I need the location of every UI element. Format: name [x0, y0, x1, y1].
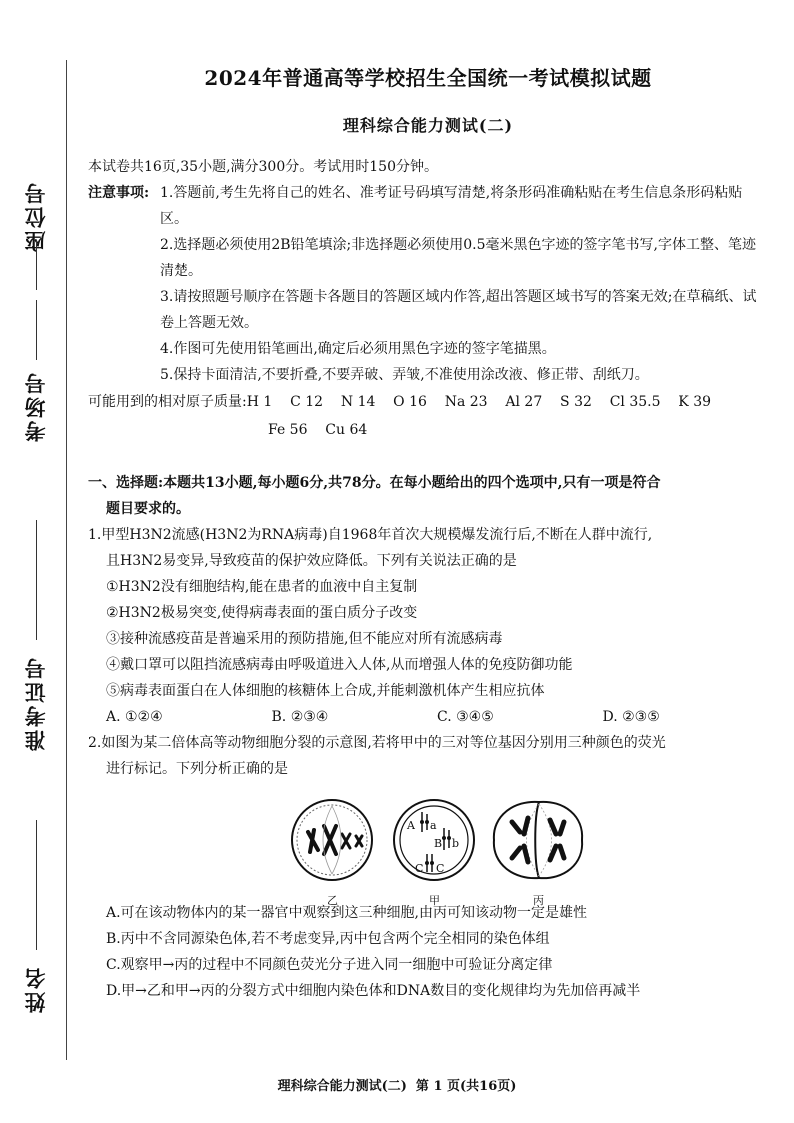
gene-label-a: a: [430, 819, 437, 832]
seat-number-label: 座位号: [24, 180, 48, 252]
question-1-stem-line2: 且H3N2易变异,导致疫苗的保护效应降低。下列有关说法正确的是: [106, 553, 517, 569]
name-rule: [36, 820, 37, 950]
atomic-mass-row2: Fe 56 Cu 64: [268, 422, 368, 438]
exam-subtitle: 理科综合能力测试(二): [342, 116, 514, 135]
main-content: [88, 60, 768, 1004]
question-2-option-c[interactable]: C.观察甲→丙的过程中不同颜色荧光分子进入同一细胞中可验证分离定律: [106, 957, 553, 973]
section-heading-line1: 一、选择题:本题共13小题,每小题6分,共78分。在每小题给出的四个选项中,只有一项是符合: [88, 475, 661, 491]
note-item: 2.选择题必须使用2B铅笔填涂;非选择题必须使用0.5毫米黑色字迹的签字笔书写,字体工整、笔迹清楚。: [160, 237, 756, 279]
exam-room-rule-wrap: [18, 300, 54, 366]
question-2-option-a[interactable]: A.可在该动物体内的某一器官中观察到这三种细胞,由丙可知该动物一定是雄性: [106, 905, 588, 921]
figure-caption-jia: 甲: [429, 894, 440, 907]
question-1-statement: ④戴口罩可以阻挡流感病毒由呼吸道进入人体,从而增强人体的免疫防御功能: [106, 657, 573, 673]
gene-label-b: b: [452, 837, 460, 850]
question-1-choice-a[interactable]: A. ①②④: [106, 709, 163, 725]
cell-division-figure: [284, 792, 584, 907]
name-rule-wrap: [18, 820, 54, 956]
note-item: 5.保持卡面清洁,不要折叠,不要弄破、弄皱,不准使用涂改液、修正带、刮纸刀。: [160, 367, 649, 383]
question-1-choice-c[interactable]: C. ③④⑤: [437, 709, 494, 725]
section-heading: [88, 470, 768, 522]
question-2-option-d[interactable]: D.甲→乙和甲→丙的分裂方式中细胞内染色体和DNA数目的变化规律均为先加倍再减半: [106, 983, 641, 999]
notes-block: [88, 180, 768, 388]
question-1-statement: ③接种流感疫苗是普遍采用的预防措施,但不能应对所有流感病毒: [106, 631, 503, 647]
question-1-choice-d[interactable]: D. ②③⑤: [602, 709, 660, 725]
atomic-mass-label: 可能用到的相对原子质量:: [88, 394, 247, 410]
note-item: 3.请按照题号顺序在答题卡各题目的答题区域内作答,超出答题区域书写的答案无效;在草稿纸、试卷上答题无效。: [160, 289, 757, 331]
figure-caption-yi: 乙: [327, 894, 338, 907]
question-2: [88, 730, 768, 1004]
admission-number-rule-wrap: [18, 520, 54, 646]
gene-label-C-left: C: [415, 862, 424, 875]
question-1-statement: ⑤病毒表面蛋白在人体细胞的核糖体上合成,并能刺激机体产生相应抗体: [106, 683, 545, 699]
note-item: 1.答题前,考生先将自己的姓名、准考证号码填写清楚,将条形码准确粘贴在考生信息条形码粘贴区。: [160, 185, 743, 227]
seat-number-rule-wrap: [18, 240, 54, 296]
question-1-statement: ②H3N2极易突变,使得病毒表面的蛋白质分子改变: [106, 605, 418, 621]
admission-number-rule: [36, 520, 37, 640]
question-2-option-b[interactable]: B.丙中不含同源染色体,若不考虑变异,丙中包含两个完全相同的染色体组: [106, 931, 550, 947]
exam-room-field[interactable]: [18, 370, 54, 442]
question-1-choices: [88, 704, 768, 730]
name-label: 姓名: [24, 965, 48, 1013]
question-1-stem-line1: 1.甲型H3N2流感(H3N2为RNA病毒)自1968年首次大规模爆发流行后,不断在人群中流行,: [88, 527, 653, 543]
atomic-mass-block: [88, 388, 768, 444]
exam-room-rule: [36, 300, 37, 360]
notes-heading: 注意事项:: [88, 185, 150, 201]
question-1: [88, 522, 768, 730]
gene-label-B: B: [434, 837, 443, 850]
section-heading-line2: 题目要求的。: [106, 501, 190, 517]
name-field[interactable]: [18, 965, 54, 1013]
admission-number-label: 准考证号: [24, 655, 48, 751]
binding-line: [66, 60, 67, 1060]
question-2-stem-line1: 2.如图为某二倍体高等动物细胞分裂的示意图,若将甲中的三对等位基因分别用三种颜色的荧光: [88, 735, 666, 751]
figure-caption-bing: 丙: [533, 894, 544, 907]
question-2-stem-line2: 进行标记。下列分析正确的是: [106, 761, 288, 777]
gene-label-A: A: [407, 819, 415, 832]
question-1-choice-b[interactable]: B. ②③④: [271, 709, 329, 725]
exam-title: 2024年普通高等学校招生全国统一考试模拟试题: [204, 66, 652, 90]
notes-list: [160, 180, 768, 388]
cell-bing: [494, 802, 582, 878]
cell-yi: [292, 800, 372, 880]
admission-number-field[interactable]: [18, 655, 54, 751]
seat-number-rule: [36, 240, 37, 290]
exam-intro: 本试卷共16页,35小题,满分300分。考试用时150分钟。: [88, 159, 438, 175]
gene-label-C-right: C: [436, 862, 445, 875]
exam-room-label: 考场号: [24, 370, 48, 442]
note-item: 4.作图可先使用铅笔画出,确定后必须用黑色字迹的签字笔描黑。: [160, 341, 556, 357]
page-footer: 理科综合能力测试(二) 第 1 页(共16页): [277, 1079, 517, 1094]
atomic-mass-row1: H 1 C 12 N 14 O 16 Na 23 Al 27 S 32 Cl 35.5 K 39: [246, 394, 712, 410]
question-1-statement: ①H3N2没有细胞结构,能在患者的血液中自主复制: [106, 579, 418, 595]
